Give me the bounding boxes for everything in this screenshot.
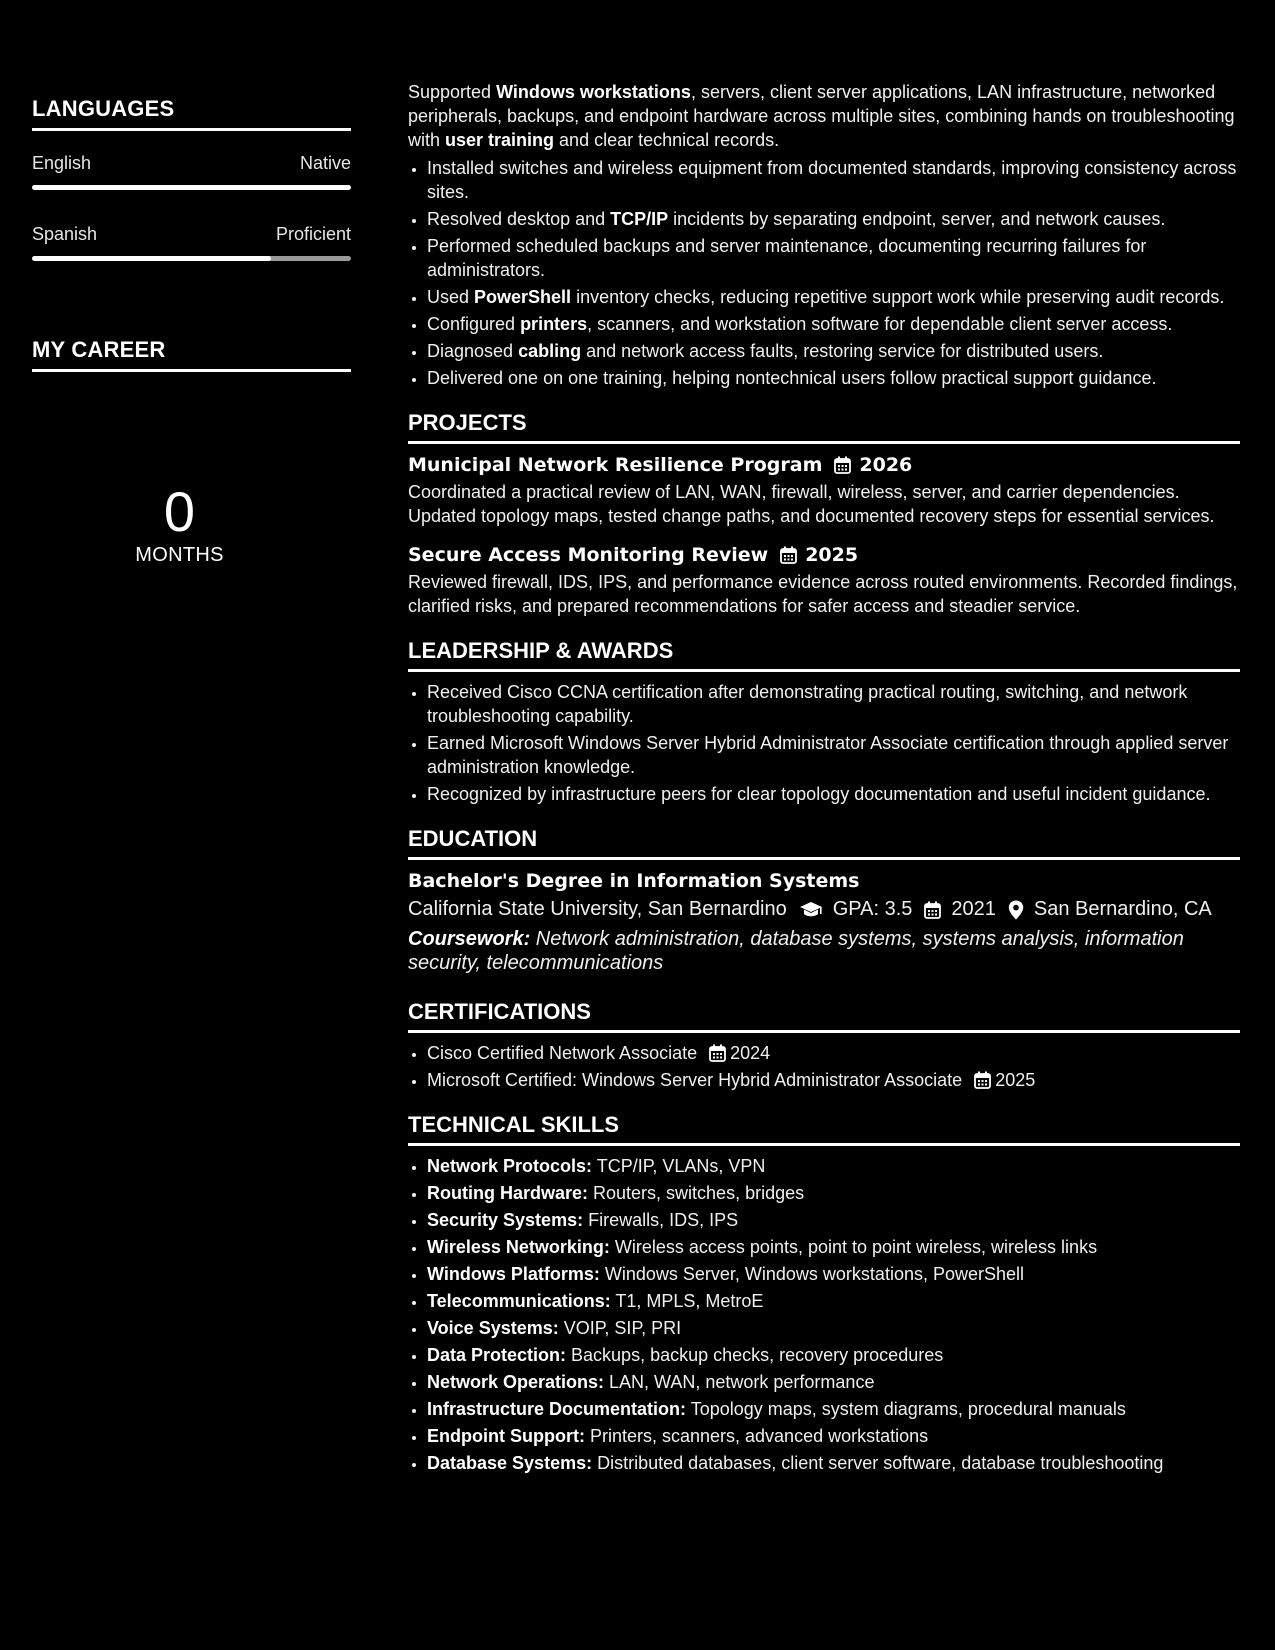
calendar-icon bbox=[974, 1071, 991, 1089]
list-item: • Installed switches and wireless equipment from documented standards, improving consistency across sites. bbox=[427, 156, 1240, 204]
languages-heading: LANGUAGES bbox=[32, 96, 351, 131]
skill-item: • Windows Platforms: Windows Server, Windows workstations, PowerShell bbox=[427, 1262, 1240, 1286]
leadership-list bbox=[408, 680, 1240, 806]
list-item bbox=[427, 1068, 1240, 1092]
list-item: • Used PowerShell inventory checks, reducing repetitive support work while preserving audit records. bbox=[427, 285, 1240, 309]
leadership-heading: LEADERSHIP & AWARDS bbox=[408, 638, 1240, 672]
projects-heading: PROJECTS bbox=[408, 410, 1240, 444]
list-item: • Configured printers, scanners, and workstation software for dependable client server access. bbox=[427, 312, 1240, 336]
skill-item: • Security Systems: Firewalls, IDS, IPS bbox=[427, 1208, 1240, 1232]
language-bar-fill bbox=[32, 256, 271, 261]
list-item: • Recognized by infrastructure peers for clear topology documentation and useful incident guidance. bbox=[427, 782, 1240, 806]
skill-item: • Data Protection: Backups, backup checks, recovery procedures bbox=[427, 1343, 1240, 1367]
calendar-icon bbox=[709, 1044, 726, 1062]
certifications-list bbox=[408, 1041, 1240, 1092]
cert-year: 2025 bbox=[995, 1070, 1036, 1090]
project-year: 2025 bbox=[805, 544, 859, 566]
coursework: Coursework: Network administration, database systems, systems analysis, information security, telecommunications bbox=[408, 928, 1184, 974]
list-item: • Performed scheduled backups and server maintenance, documenting recurring failures for administrators. bbox=[427, 234, 1240, 282]
skill-item: • Network Protocols: TCP/IP, VLANs, VPN bbox=[427, 1154, 1240, 1178]
school-name: California State University, San Bernardino bbox=[408, 898, 787, 920]
sidebar bbox=[32, 96, 351, 567]
career-value: 0 bbox=[163, 480, 196, 543]
list-item: • Delivered one on one training, helping nontechnical users follow practical support guidance. bbox=[427, 366, 1240, 390]
language-name: Spanish bbox=[32, 224, 98, 244]
gpa: GPA: 3.5 bbox=[832, 898, 913, 920]
skill-item: • Infrastructure Documentation: Topology maps, system diagrams, procedural manuals bbox=[427, 1397, 1240, 1421]
skill-item: • Telecommunications: T1, MPLS, MetroE bbox=[427, 1289, 1240, 1313]
language-level: Proficient bbox=[275, 224, 351, 244]
language-name: English bbox=[32, 153, 92, 173]
skill-item: • Database Systems: Distributed databases, client server software, database troubleshooting bbox=[427, 1451, 1240, 1475]
project-year: 2026 bbox=[859, 454, 913, 476]
degree-title: Bachelor's Degree in Information Systems bbox=[408, 870, 860, 892]
career-counter bbox=[32, 480, 327, 567]
project-title: Municipal Network Resilience Program bbox=[408, 454, 823, 476]
cert-name: • Microsoft Certified: Windows Server Hybrid Administrator Associate bbox=[427, 1070, 963, 1090]
certifications-heading: CERTIFICATIONS bbox=[408, 999, 1240, 1033]
language-level: Native bbox=[299, 153, 351, 173]
education-meta bbox=[408, 898, 1240, 921]
skill-item: • Endpoint Support: Printers, scanners, advanced workstations bbox=[427, 1424, 1240, 1448]
list-item: • Earned Microsoft Windows Server Hybrid Administrator Associate certification through applied server administration knowledge. bbox=[427, 731, 1240, 779]
calendar-icon bbox=[834, 456, 851, 474]
list-item: • Received Cisco CCNA certification after demonstrating practical routing, switching, and network troubleshooting capability. bbox=[427, 680, 1240, 728]
map-pin-icon bbox=[1008, 900, 1024, 920]
list-item: • Resolved desktop and TCP/IP incidents by separating endpoint, server, and network causes. bbox=[427, 207, 1240, 231]
project-description: Coordinated a practical review of LAN, WAN, firewall, wireless, server, and carrier dependencies. Updated topology maps, tested change paths, and documented recovery steps for essential services. bbox=[408, 482, 1215, 526]
project-item bbox=[408, 454, 1240, 528]
project-title: Secure Access Monitoring Review bbox=[408, 544, 769, 566]
career-unit: MONTHS bbox=[135, 544, 224, 566]
language-bar bbox=[32, 185, 351, 190]
graduation-year: 2021 bbox=[951, 898, 996, 920]
skill-item: • Routing Hardware: Routers, switches, bridges bbox=[427, 1181, 1240, 1205]
cert-name: • Cisco Certified Network Associate bbox=[427, 1043, 698, 1063]
project-item bbox=[408, 544, 1240, 618]
list-item bbox=[427, 1041, 1240, 1065]
school-location: San Bernardino, CA bbox=[1033, 898, 1212, 920]
language-spanish bbox=[32, 224, 351, 261]
language-english bbox=[32, 153, 351, 190]
skills-heading: TECHNICAL SKILLS bbox=[408, 1112, 1240, 1146]
calendar-icon bbox=[924, 901, 941, 919]
experience-summary: Supported Windows workstations, servers, client server applications, LAN infrastructure, networked peripherals, backups, and endpoint hardware across multiple sites, combining hands on troubleshooting with user training and clear technical records. bbox=[408, 82, 1235, 150]
skill-item: • Network Operations: LAN, WAN, network performance bbox=[427, 1370, 1240, 1394]
skills-list bbox=[408, 1154, 1240, 1475]
language-bar-fill bbox=[32, 185, 351, 190]
list-item: • Diagnosed cabling and network access faults, restoring service for distributed users. bbox=[427, 339, 1240, 363]
calendar-icon bbox=[780, 546, 797, 564]
experience-bullets bbox=[408, 156, 1240, 390]
language-bar bbox=[32, 256, 351, 261]
main-content bbox=[408, 80, 1240, 1478]
skill-item: • Voice Systems: VOIP, SIP, PRI bbox=[427, 1316, 1240, 1340]
project-description: Reviewed firewall, IDS, IPS, and performance evidence across routed environments. Recorded findings, clarified risks, and prepared recommendations for safer access and steadier service. bbox=[408, 572, 1238, 616]
graduation-cap-icon bbox=[799, 901, 823, 919]
education-heading: EDUCATION bbox=[408, 826, 1240, 860]
career-heading: MY CAREER bbox=[32, 337, 351, 372]
cert-year: 2024 bbox=[730, 1043, 771, 1063]
skill-item: • Wireless Networking: Wireless access points, point to point wireless, wireless links bbox=[427, 1235, 1240, 1259]
